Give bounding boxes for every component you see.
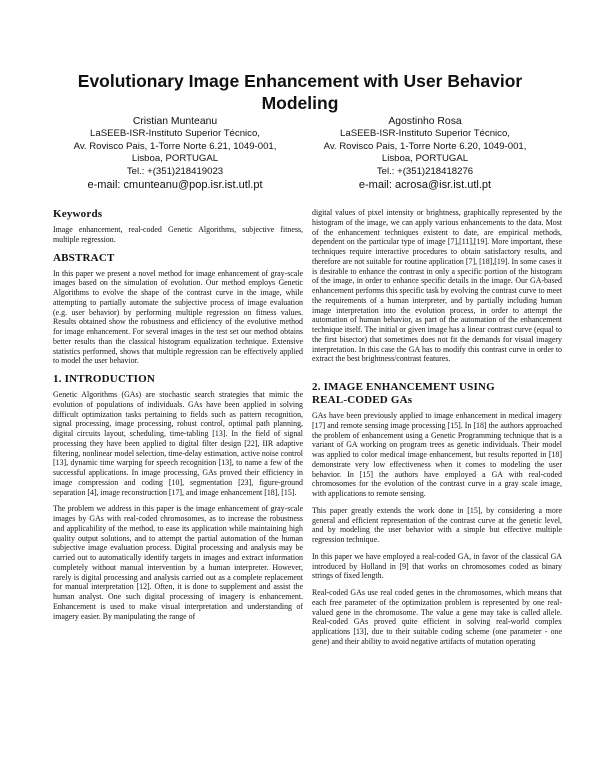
author-email: e-mail: acrosa@isr.ist.utl.pt [358, 179, 492, 192]
introduction-paragraph-1: Genetic Algorithms (GAs) are stochastic search strategies that mimic the evolution of populations of individuals. GAs have been applied in solving difficult optimization tasks pertaining to fields such as pattern recognition, signal processing, image processing, robust control, optimal path planning, digital circuits layout, scheduling, time-tabling [13]. In the field of signal processing they have been applied to digital filter design [22], IIR adaptive filtering, nonlinear model selection, time-delay estimation, active noise control [13], dynamic time warping for speech recognition [13], to name a few of the successful applications. In image processing, GAs proved their efficiency in image compression and coding [10], segmentation [23], figure-ground separation [4], image reconstruction [17], and image enhancement [18], [15]. [53, 390, 303, 497]
author-block-1 [50, 116, 300, 193]
section-2-paragraph-1: GAs have been previously applied to image enhancement in medical imagery [17] and remote sensing image processing [15]. In [18] the authors approached the problem of enhancement using a Genetic Programming technique that is a variant of GA working on program trees as genetic individuals. Their model was applied to color medical image enhancement, but results reported in [18] demonstrate very low effectiveness when it comes to modeling the user behavior. In [15] the authors have employed a GA with real-coded chromosomes for the evolution of the contrast curve in a gray scale image, with applications to remote sensing. [312, 411, 562, 498]
keywords-text: Image enhancement, real-coded Genetic Algorithms, subjective fitness, multiple regression. [53, 225, 303, 244]
right-column [312, 208, 562, 654]
section-2-paragraph-3: In this paper we have employed a real-coded GA, in favor of the classical GA introduced by Holland in [9] that works on chromosomes coded as binary strings of fixed length. [312, 551, 562, 581]
author-city: Lisboa, PORTUGAL [381, 153, 469, 165]
author-affiliation: LaSEEB-ISR-Instituto Superior Técnico, [340, 128, 510, 140]
author-address: Av. Rovisco Pais, 1-Torre Norte 6.20, 1049-001, [323, 140, 527, 152]
author-name: Agostinho Rosa [388, 116, 462, 127]
left-column [53, 208, 303, 628]
author-tel: Tel.: +(351)218419023 [126, 165, 224, 177]
author-affiliation: LaSEEB-ISR-Instituto Superior Técnico, [90, 128, 260, 140]
section-2-paragraph-4: Real-coded GAs use real coded genes in the chromosomes, which means that each free parameter of the optimization problem is represented by one real-valued gene in the chromosome. The value a gene may take is called allele. Real-coded GAs proved quite efficient in solving real-world complex applications [13], due to their suitable coding scheme (one parameter - one gene) and their ability to avoid negative artifacts of mutation operating [312, 588, 562, 646]
section-2-paragraph-2: This paper greatly extends the work done in [15], by considering a more general and efficient representation of the contrast curve at the genetic level, and by modeling the user behavior with a simple but effective multiple regression technique. [312, 505, 562, 544]
abstract-text: In this paper we present a novel method for image enhancement of gray-scale images based on the simulation of evolution. Our method employs Genetic Algorithms to evolve the shape of the contrast curve in the image, while attempting to partially automate the subjective process of image evaluation (e.g. user behavior) by performing multiple regression on fitness values. Results obtained show the robustness and efficiency of the evolutive method for image enhancement. For several images in the test set our method obtains better results than the classical histogram equalization technique. Extensive statistics performed, shows that multiple regression can be effectively applied to model the user behavior. [53, 268, 303, 366]
section-2-heading-line-2: REAL-CODED GAs [312, 394, 413, 406]
author-email: e-mail: cmunteanu@pop.isr.ist.utl.pt [87, 179, 263, 192]
introduction-heading: 1. INTRODUCTION [53, 373, 156, 385]
introduction-continued-paragraph: digital values of pixel intensity or brightness, graphically represented by the histogram of the image, we can apply various enhancements to the data. Most of the enhancement techniques existent to date, are empirical methods, dependent on the particular type of image [7],[11],[19]. More important, these techniques require interactive procedures to obtain satisfactory results, and therefore are not suitable for routine application [7], [18],[19]. In some cases it is desirable to enhance the contrast in only a specific portion of the histogram of the image, in order to enhance specific details in the image. Our GA-based enhancement performs this specific task by evolving the contrast curve to meet the requirements of a human interpreter, and by partially including human image interpretation into the evolution process, in order to attempt the automation of human behavior, as part of the automation of the enhancement technique itself. The initial or given image has a linear contrast curve (equal to the first bisector) that sometimes does not fit the demands for visual imagery interpretation. In this case the GA has to modify this contrast curve in order to extract the best brightness/contrast features. [312, 208, 562, 364]
author-tel: Tel.: +(351)218418276 [376, 165, 474, 177]
section-2-heading [312, 381, 562, 407]
author-name: Cristian Munteanu [132, 116, 218, 127]
author-block-2 [300, 116, 550, 193]
abstract-heading: ABSTRACT [53, 251, 115, 264]
section-2-heading-line-1: 2. IMAGE ENHANCEMENT USING [312, 381, 495, 393]
introduction-paragraph-2: The problem we address in this paper is the image enhancement of gray-scale images by GAs with real-coded chromosomes, as to increase the robustness and applicability of the method, to ease its application while maintaining high quality output solutions, and to attempt the partial automation of the human subjective image evaluation process. Digital processing and analysis may be carried out to automatically identify targets in images and extract information completely without manual intervention by a human interpreter. However, rarely is digital processing and analysis carried out as a complete replacement for manual interpretation [12]. Often, it is done to supplement and assist the human analyst. One such digital processing of imagery is enhancement. Enhancement is used to make visual interpretation and understanding of imagery easier. By manipulating the range of [53, 504, 303, 621]
paper-title: Evolutionary Image Enhancement with User Behavior Modeling [77, 71, 523, 113]
keywords-heading: Keywords [53, 208, 103, 220]
author-address: Av. Rovisco Pais, 1-Torre Norte 6.21, 1049-001, [73, 140, 277, 152]
author-city: Lisboa, PORTUGAL [131, 153, 219, 165]
